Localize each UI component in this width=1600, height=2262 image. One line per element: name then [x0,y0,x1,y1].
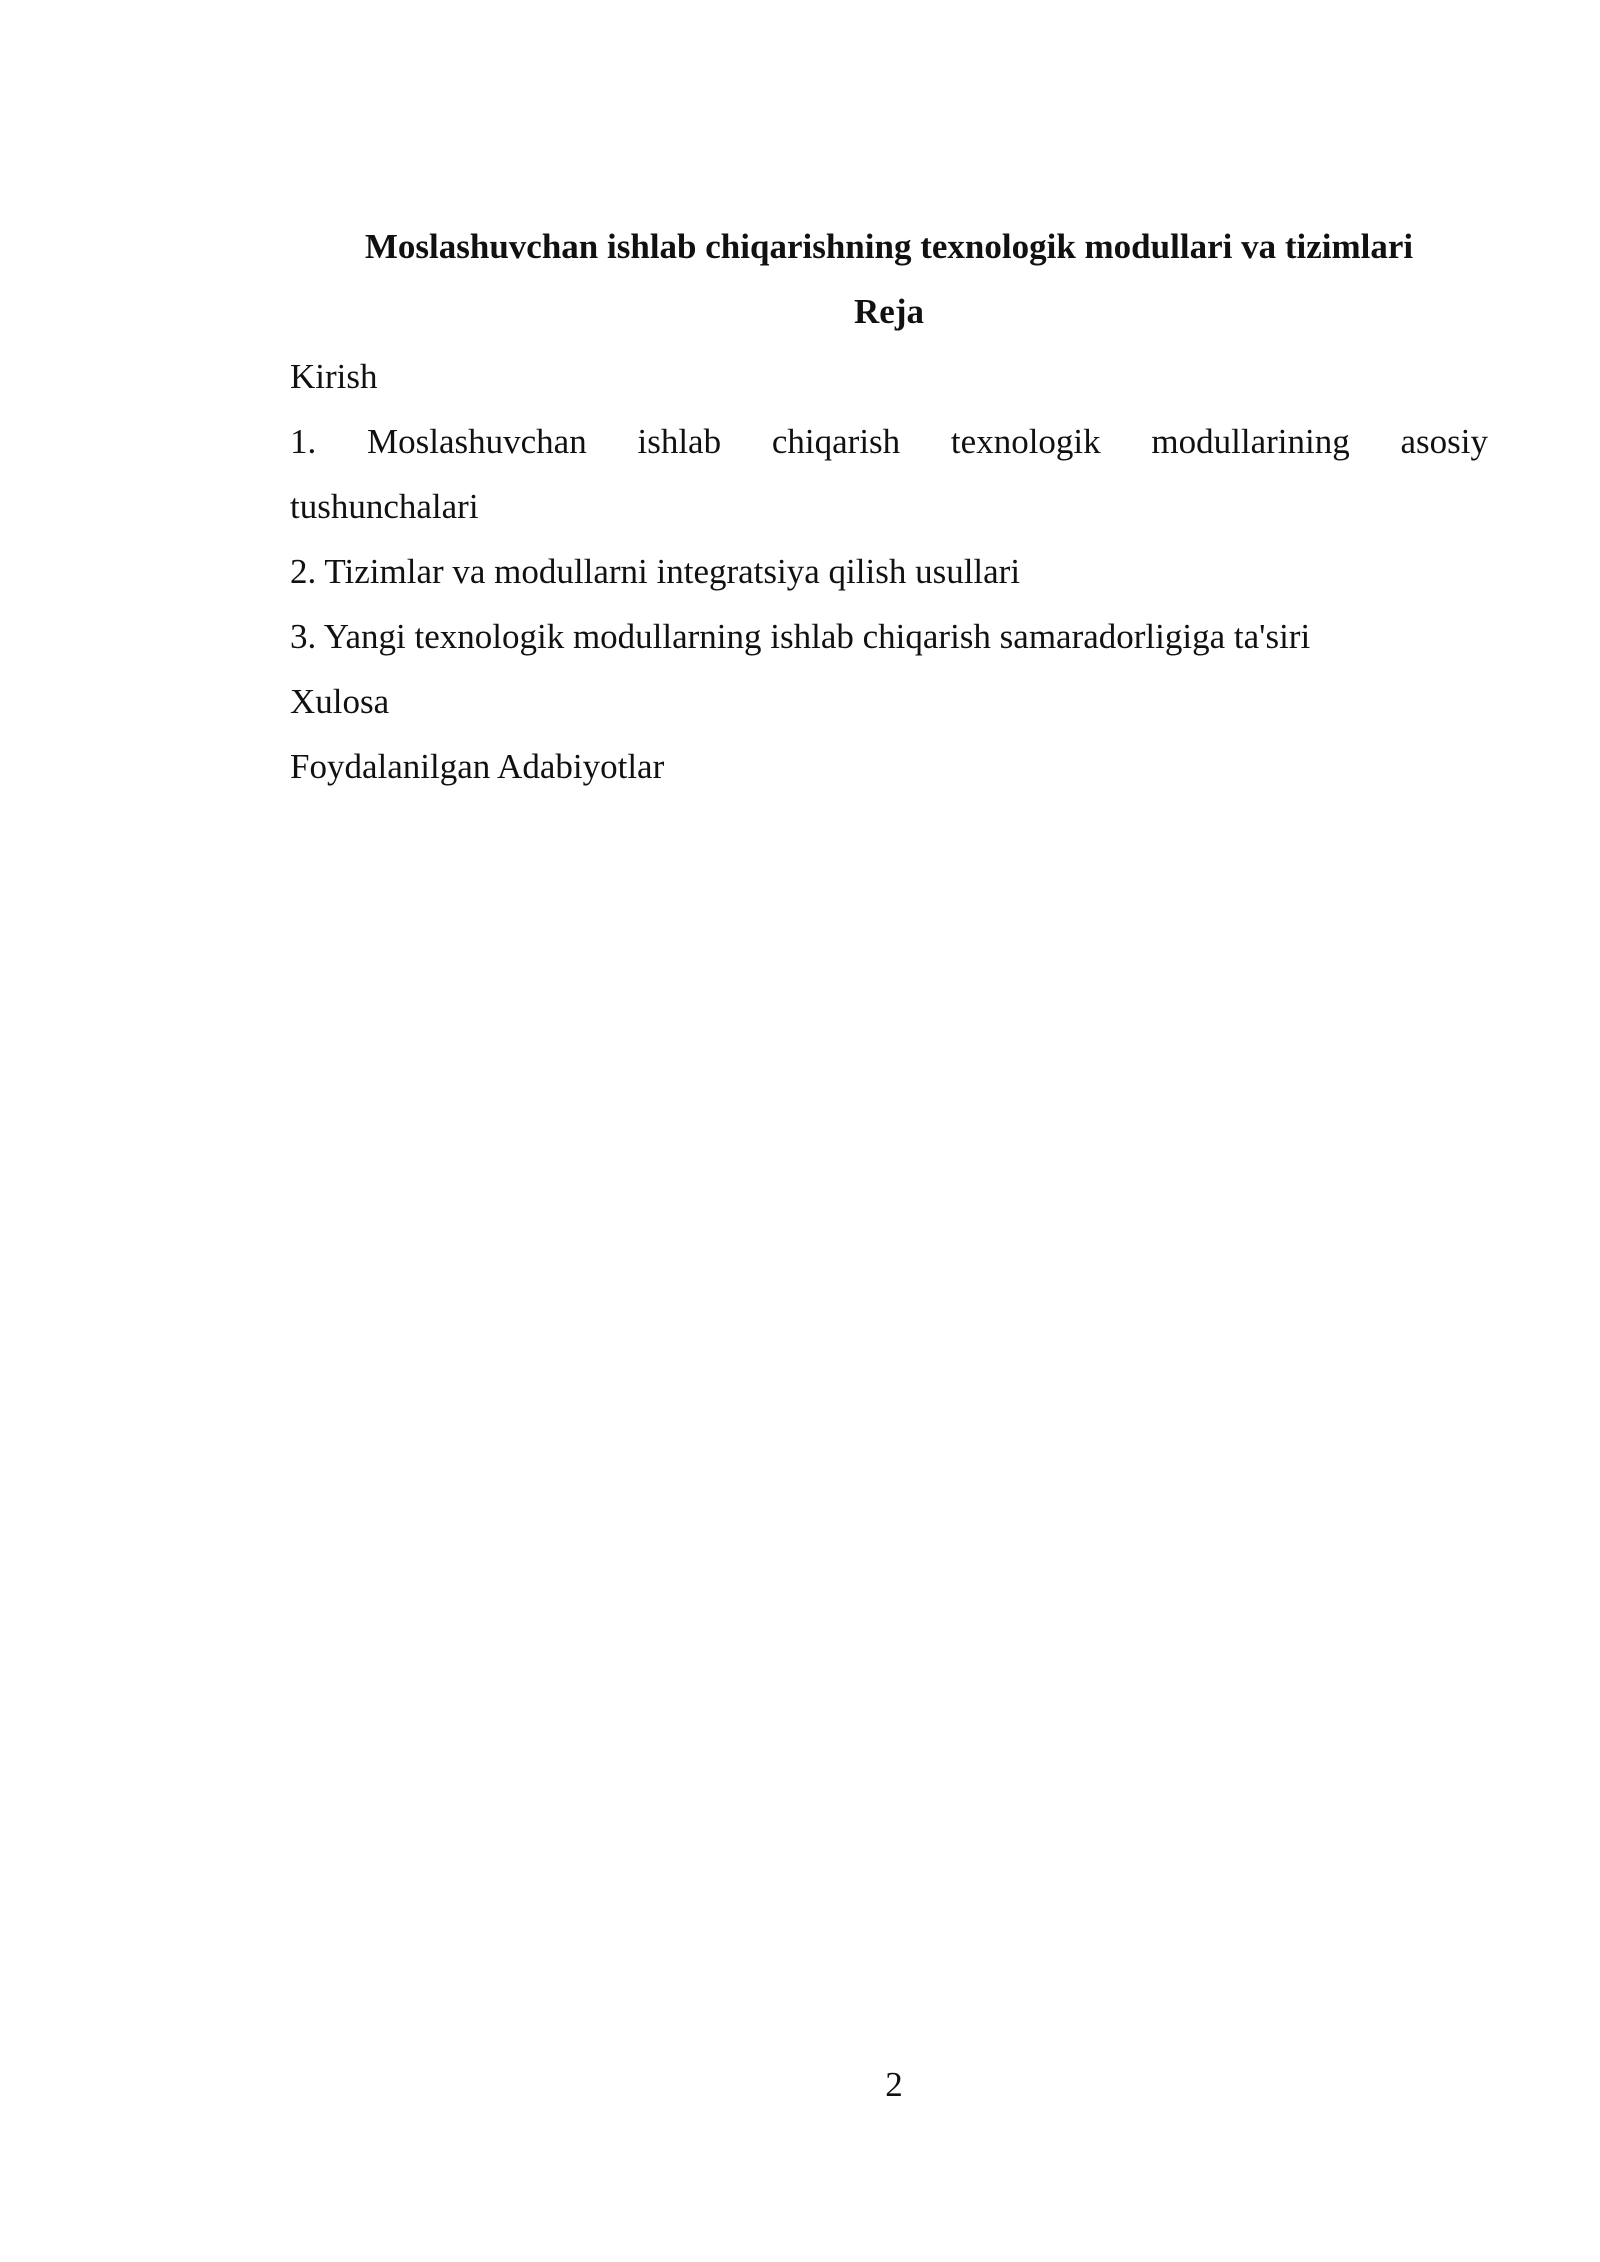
page-number: 2 [885,2065,903,2104]
document-title: Moslashuvchan ishlab chiqarishning texnologik modullari va tizimlari [364,227,1414,266]
table-of-contents [290,344,1488,799]
toc-item-2: 2. Tizimlar va modullarni integratsiya qilish usullari [290,552,1021,591]
toc-item-references: Foydalanilgan Adabiyotlar [290,747,665,786]
toc-item-3: 3. Yangi texnologik modullarning ishlab chiqarish samaradorligiga ta'siri [290,617,1311,656]
toc-item-intro: Kirish [290,357,378,396]
plan-heading: Reja [854,292,924,331]
toc-item-conclusion: Xulosa [290,682,390,721]
toc-item-1-line-2: tushunchalari [290,487,479,526]
toc-item-1 [290,409,1488,539]
toc-item-1-line-1: 1. Moslashuvchan ishlab chiqarish texnologik modullarining asosiy [290,422,1488,461]
page-content [290,214,1488,799]
